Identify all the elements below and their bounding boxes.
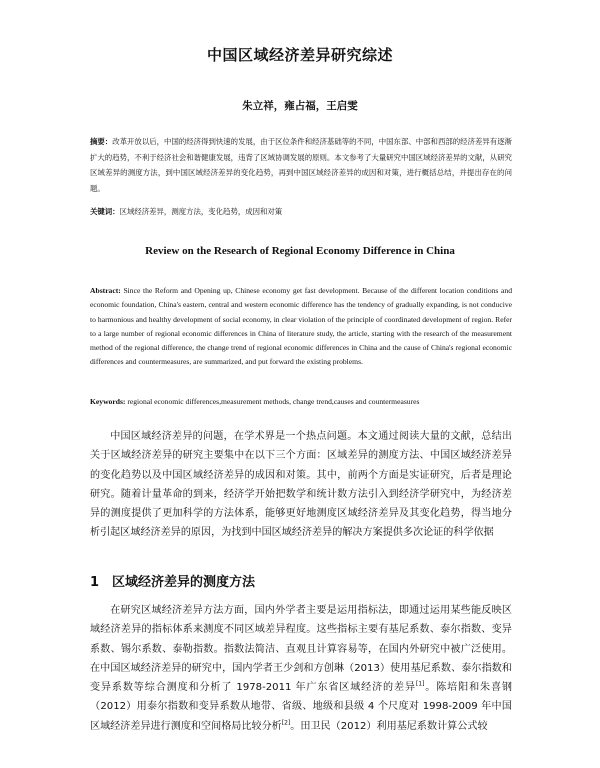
citation-1[interactable]: [1] [415, 680, 425, 688]
english-keywords [90, 396, 512, 408]
english-abstract-text: Since the Reform and Opening up, Chinese economy get fast development. Because of the different location conditions and economic foundation, China's eastern, central and western economic difference has the tendency of gradually expanding, is not conducive to harmonious and healthy development of social economy, in clear violation of the principle of coordinated development of region. Refer to a large number of regional economic differences in China of literature study, the article, starting with the research of the measurement method of the regional difference, the change trend of regional economic differences in China and the cause of China's regional economic differences and countermeasures, are summarized, and put forward the existing problems. [90, 286, 512, 367]
chinese-keywords-text: 区域经济差异，测度方法，变化趋势，成因和对策 [119, 207, 283, 216]
section1-text-part3: 。田卫民（2012）利用基尼系数计算公式较 [290, 720, 488, 732]
chinese-keywords [90, 205, 512, 219]
english-title: Review on the Research of Regional Economy Difference in China [145, 245, 455, 257]
section1-paragraph [90, 601, 512, 736]
english-abstract-label: Abstract: [90, 286, 121, 295]
english-keywords-text: regional economic differences,measurement methods, change trend,causes and countermeasures [125, 397, 420, 406]
paper-title: 中国区域经济差异研究综述 [206, 46, 393, 64]
intro-paragraph: 中国区域经济差异的问题，在学术界是一个热点问题。本文通过阅读大量的文献，总结出关于区域经济差异的研究主要集中在以下三个方面：区域差异的测度方法、中国区域经济差异的变化趋势以及中国区域经济差异的成因和对策。其中，前两个方面是实证研究，后者是理论研究。随着计量革命的到来，经济学开始把数学和统计数方法引入到经济学研究中，为经济差异的测度提供了更加科学的方法体系，能够更好地测度区域经济差异及其变化趋势，得当地分析引起区域经济差异的原因，为找到中国区域经济差异的解决方案提供多次论证的科学依据 [90, 431, 512, 539]
chinese-abstract-text: 改革开放以后，中国的经济得到快速的发展，由于区位条件和经济基础等的不同，中国东部、中部和西部的经济差异有逐渐扩大的趋势，不利于经济社会和谐健康发展，违背了区域协调发展的原则。本文参考了大量研究中国区域经济差异的文献，从研究区域差异的测度方法，到中国区域经济差异的变化趋势，再到中国区域经济差异的成因和对策，进行概括总结，并提出存在的问题。 [90, 137, 512, 193]
section1-text-part1: 在研究区域经济差异方法方面，国内外学者主要是运用指标法，即通过运用某些能反映区域经济差异的指标体系来测度不同区域差异程度。这些指标主要有基尼系数、泰尔指数、变异系数、锡尔系数、泰勒指数。指数法简洁、直观且计算容易等，在国内外研究中被广泛使用。在中国区域经济差异的研究中，国内学者王少剑和方创琳（2013）使用基尼系数、泰尔指数和变异系数等综合测度和分析了 1978-2011 年广东省区域经济的差异 [90, 605, 512, 694]
english-keywords-label: Keywords: [90, 397, 126, 406]
section-number: 1 [90, 575, 100, 590]
chinese-abstract [90, 134, 512, 196]
section-heading [90, 571, 255, 590]
section1-text-part2: 。陈培阳和朱喜钢（2012）用泰尔指数和变异系数从地带、省级、地级和县级 4 个尺度对 1998-2009 年中国区域经济差异进行测度和空间格局比较分析 [90, 682, 513, 732]
chinese-abstract-label: 摘要： [90, 137, 113, 146]
english-abstract [90, 284, 512, 370]
citation-2[interactable]: [2] [281, 719, 291, 727]
section-title: 区域经济差异的测度方法 [112, 575, 256, 590]
chinese-keywords-label: 关键词： [90, 207, 120, 216]
author-list: 朱立祥，雍占福，王启雯 [242, 100, 358, 112]
